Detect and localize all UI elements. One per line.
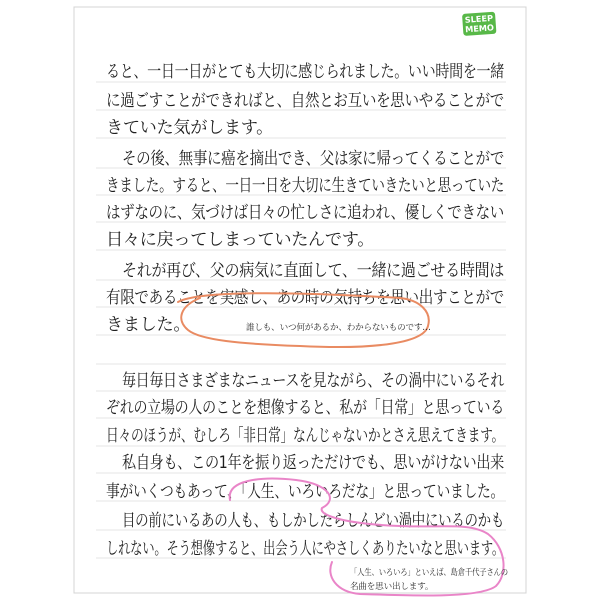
text-line: はずなのに、気づけば日々の忙しさに追われ、優しくできない xyxy=(106,203,504,223)
text-line: 毎日毎日さまざまなニュースを見ながら、その渦中にいるそれ xyxy=(122,371,505,391)
text-line: 日々に戻ってしまっていたんです。 xyxy=(106,230,375,250)
text-line: 目の前にいるあの人も、もしかしたらしんどい渦中にいるのかも xyxy=(122,511,504,531)
paragraph-4 xyxy=(106,371,504,446)
text-line: きました。 xyxy=(106,315,191,335)
margin-note-2-line-2: 名曲を思い出します。 xyxy=(350,582,434,592)
text-line: しれない。そう想像すると、出会う人にやさしくありたいなと思います。 xyxy=(106,539,504,559)
badge-line-2: MEMO xyxy=(464,22,495,35)
text-line: それが再び、父の病気に直面して、一緒に過ごせる時間は xyxy=(122,261,505,281)
badge-line-1: SLEEP xyxy=(464,12,494,25)
margin-note-1: 誰しも、いつ何があるか、わからないものです… xyxy=(246,323,431,333)
badge-icon xyxy=(462,12,496,36)
text-line: きていた気がします。 xyxy=(106,118,273,138)
margin-note-2-line-1: 「人生、いろいろ」といえば、島倉千代子さんの xyxy=(350,568,535,578)
text-line: 私自身も、この1年を振り返っただけでも、思いがけない出来 xyxy=(122,453,588,473)
text-line: きました。すると、一日一日を大切に生きていきたいと思っていた xyxy=(106,176,504,196)
text-line: 事がいくつもあって、「人生、いろいろだな」と思っていました。 xyxy=(106,482,504,502)
text-line: に過ごすことができればと、自然とお互いを思いやることがで xyxy=(106,91,504,111)
text-line: ぞれの立場の人のことを想像すると、私が「日常」と思っている xyxy=(106,398,504,418)
text-line: 日々のほうが、むしろ「非日常」なんじゃないかとさえ思えてきます。 xyxy=(106,426,504,446)
text-line: ると、一日一日がとても大切に感じられました。いい時間を一緒 xyxy=(106,62,505,82)
text-line: 有限であることを実感し、あの時の気持ちを思い出すことがで xyxy=(106,288,504,308)
text-line: その後、無事に癌を摘出でき、父は家に帰ってくることがで xyxy=(122,149,504,169)
